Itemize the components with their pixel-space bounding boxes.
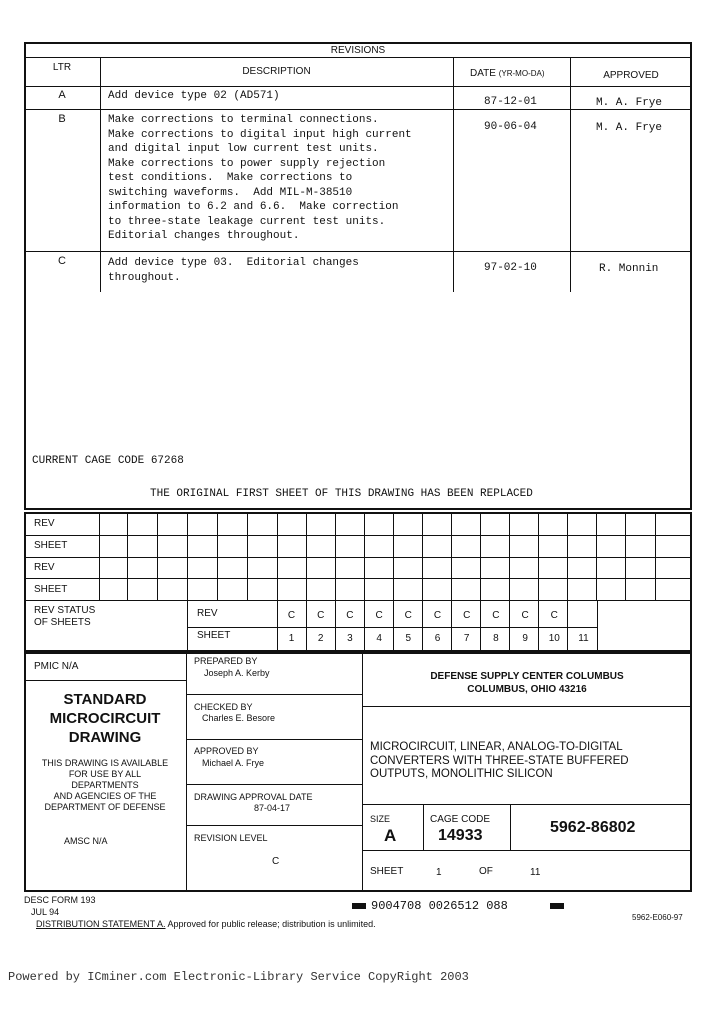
sheet-label-2: SHEET [34, 584, 68, 595]
rev-status-cell: C [550, 610, 558, 621]
size-label: SIZE [370, 814, 391, 824]
rev-label-1: REV [34, 518, 55, 529]
availability-note: THIS DRAWING IS AVAILABLE FOR USE BY ALL DEPARTMENTS AND AGENCIES OF THE DEPARTMENT OF DEFENSE [41, 758, 169, 812]
pmic: PMIC N/A [34, 661, 79, 672]
rev-status-cell: C [287, 610, 296, 621]
rev-desc-c: Add device type 03. Editorial changes throughout. [108, 257, 359, 284]
sheet-number-cell: 10 [548, 633, 560, 644]
sheet-number-cell: 3 [347, 633, 353, 644]
of-label: OF [479, 866, 493, 877]
powered-by: Powered by ICminer.com Electronic-Library Service CopyRight 2003 [8, 970, 469, 984]
revision-level-label: REVISION LEVEL [194, 833, 268, 843]
distribution-label: DISTRIBUTION STATEMENT A. [36, 919, 166, 929]
rev-grid-block [24, 512, 692, 652]
rev-date-c: 97-02-10 [484, 262, 537, 274]
prepared-by-label: PREPARED BY [194, 656, 258, 666]
rev-desc-b: Make corrections to terminal connections. Make corrections to digital input high current and digital input low current test units. Make corrections to power supply rejection test conditions. Make corrections to switching waveforms. Add MIL-M-38510 information to 6.2 and 6.6. Make correction to three-state leakage current test units. Editorial changes throughout. [108, 114, 412, 242]
rev-status-cell: C [492, 610, 500, 621]
col-ltr: LTR [52, 62, 72, 73]
sheet-number-cell: 11 [578, 633, 589, 644]
rev-status-cell: C [463, 610, 471, 621]
col-date: DATE (YR-MO-DA) [470, 68, 545, 79]
rev-status-cell: C [433, 610, 442, 621]
col-description: DESCRIPTION [242, 66, 311, 77]
agency-name: DEFENSE SUPPLY CENTER COLUMBUS COLUMBUS, OHIO 43216 [430, 671, 624, 695]
desc-form: DESC FORM 193 [24, 895, 96, 905]
drawing-number: 5962-86802 [550, 819, 636, 836]
replaced-note: THE ORIGINAL FIRST SHEET OF THIS DRAWING HAS BEEN REPLACED [150, 488, 533, 500]
sheet-number-cell: 8 [493, 633, 499, 644]
prepared-by-name: Joseph A. Kerby [204, 668, 270, 678]
col-approved: APPROVED [603, 70, 659, 81]
rev-date-b: 90-06-04 [484, 121, 537, 133]
cage-code-label: CAGE CODE [430, 814, 491, 825]
checked-by-label: CHECKED BY [194, 702, 253, 712]
drawing-title: MICROCIRCUIT, LINEAR, ANALOG-TO-DIGITAL CONVERTERS WITH THREE-STATE BUFFERED OUTPUTS, MONOLITHIC SILICON [370, 741, 629, 780]
approval-date: 87-04-17 [254, 803, 291, 813]
amsc: AMSC N/A [64, 836, 108, 846]
form-number: 5962-E060-97 [632, 913, 683, 922]
rev-ltr-c: C [58, 255, 66, 267]
revisions-header: REVISIONS [330, 45, 386, 56]
sheet-label: SHEET [370, 866, 404, 877]
approval-date-label: DRAWING APPROVAL DATE [194, 792, 313, 802]
rev-status-cell: C [346, 610, 354, 621]
form-date: JUL 94 [31, 907, 60, 917]
rev-status-cell: C [375, 610, 383, 621]
sheet-number: 1 [436, 867, 442, 878]
rev-date-a: 87-12-01 [484, 96, 537, 108]
sheet-number-cell: 2 [317, 633, 324, 644]
barcode-right-bar [550, 903, 564, 909]
sheet-number-cell: 9 [522, 633, 528, 644]
rev-status-cell: C [317, 610, 325, 621]
current-cage-code: CURRENT CAGE CODE 67268 [32, 455, 184, 467]
rev-desc-a: Add device type 02 (AD571) [108, 90, 280, 102]
standard-title: STANDARD MICROCIRCUIT DRAWING [49, 691, 161, 746]
distribution-statement [36, 919, 376, 929]
rev-approved-b: M. A. Frye [596, 122, 663, 134]
rev-label-main: REV [197, 608, 218, 619]
distribution-text: Approved for public release; distribution is unlimited. [167, 919, 376, 929]
barcode-left-bar [352, 903, 366, 909]
sheet-total: 11 [530, 867, 541, 878]
sheet-number-cell: 4 [376, 633, 382, 644]
size-value: A [384, 826, 397, 845]
rev-label-2: REV [34, 562, 55, 573]
approved-by-label: APPROVED BY [194, 746, 259, 756]
rev-ltr-a: A [58, 89, 66, 101]
cage-code-value: 14933 [438, 827, 483, 844]
approved-by-name: Michael A. Frye [202, 758, 265, 768]
sheet-label-1: SHEET [34, 540, 68, 551]
barcode-text: 9004708 0026512 088 [371, 899, 508, 913]
sheet-number-cell: 1 [288, 633, 295, 644]
rev-ltr-b: B [58, 113, 66, 125]
checked-by-name: Charles E. Besore [202, 713, 276, 723]
rev-status-cell: C [404, 610, 412, 621]
rev-approved-a: M. A. Frye [596, 97, 663, 109]
rev-approved-c: R. Monnin [599, 263, 659, 275]
sheet-number-cell: 6 [434, 633, 441, 644]
sheet-number-cell: 5 [405, 633, 412, 644]
rev-status-cell: C [521, 610, 529, 621]
sheet-label-main: SHEET [197, 630, 231, 641]
revision-level: C [272, 856, 280, 867]
sheet-number-cell: 7 [463, 633, 470, 644]
rev-status-of-sheets: REV STATUS OF SHEETS [34, 605, 96, 628]
